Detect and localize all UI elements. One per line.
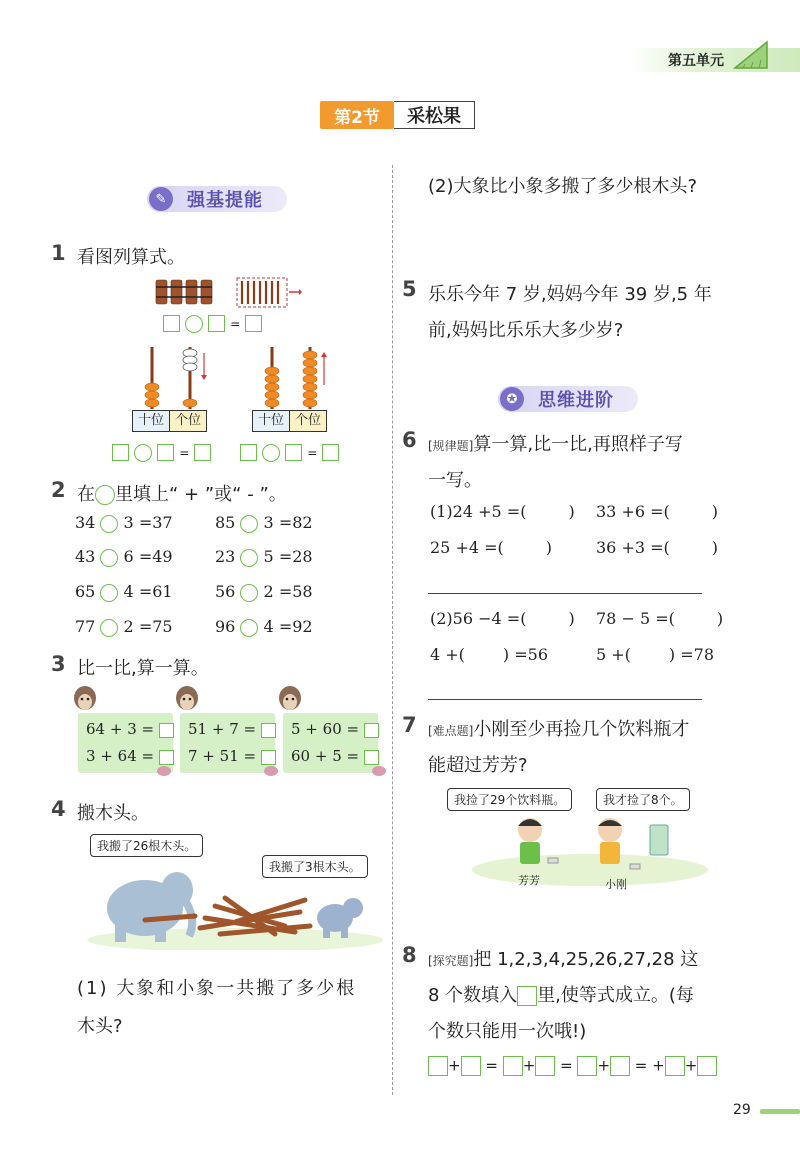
ruler-icon [733, 40, 769, 70]
banner-basic-text: 强基提能 [187, 190, 263, 211]
q8-line2 [428, 981, 694, 1007]
q5-line2: 前,妈妈比乐乐大多少岁? [428, 320, 624, 341]
q1-eq-row-3 [240, 442, 339, 462]
answer-box[interactable] [577, 1056, 597, 1076]
q7-line2: 能超过芳芳? [428, 755, 528, 776]
operand: 77 [75, 617, 96, 636]
expression: 33 +6 =( [596, 502, 670, 521]
q5-line1: 乐乐今年 7 岁,妈妈今年 39 岁,5 年 [428, 284, 712, 305]
operator-circle[interactable] [100, 619, 118, 637]
pinecone-icon [370, 764, 388, 778]
equals-sign: = [307, 446, 318, 460]
answer-box[interactable] [157, 444, 174, 461]
unit-label: 第五单元 [668, 53, 724, 69]
q3-card-3 [283, 713, 378, 773]
paren-close: ) [716, 609, 724, 628]
q2-row-3-right [215, 582, 313, 602]
q3-card-row [291, 747, 379, 765]
q5-number: 5 [402, 277, 417, 301]
place-ones-label: 个位 [290, 410, 327, 432]
operand: 85 [215, 513, 236, 532]
q2-text [77, 480, 287, 506]
paren-close: ) [568, 502, 575, 521]
operator-circle[interactable] [240, 619, 258, 637]
operand: 23 [215, 547, 236, 566]
q6-p2a [430, 609, 575, 628]
q2-row-2-left [75, 547, 173, 567]
q4-sub2: (2)大象比小象多搬了多少根木头? [428, 176, 698, 197]
answer-box[interactable] [163, 315, 180, 332]
q7-line1 [428, 715, 689, 741]
answer-box[interactable] [208, 315, 225, 332]
q7-line1-text: 小刚至少再捡几个饮料瓶才 [473, 719, 690, 740]
place-table-left [132, 410, 207, 432]
section-title-box [394, 101, 475, 129]
q3-card-row [86, 720, 174, 738]
q6-line1-text: 算一算,比一比,再照样子写 [473, 434, 683, 455]
expression: 4 +( [430, 645, 465, 664]
operator-circle[interactable] [185, 315, 203, 333]
place-ones-label: 个位 [170, 410, 207, 432]
answer-box[interactable] [245, 315, 262, 332]
q8-line1 [428, 945, 698, 971]
answer-box[interactable] [112, 444, 129, 461]
operand-result: 3 =82 [263, 513, 313, 532]
operand: 43 [75, 547, 96, 566]
operand-result: 5 =28 [263, 547, 313, 566]
q7-number: 7 [402, 713, 417, 737]
expression: 25 +4 =( [430, 538, 504, 557]
q8-equation [428, 1056, 717, 1076]
q1-text: 看图列算式。 [77, 247, 185, 268]
q7-bubble-right: 我才捡了8个。 [596, 788, 690, 811]
expression: 64 + 3 = [86, 720, 155, 738]
operator-circle[interactable] [100, 584, 118, 602]
q2-row-2-right [215, 547, 313, 567]
plus-sign: + [684, 1056, 698, 1075]
pinecone-icon [262, 764, 280, 778]
plus-sign: + [652, 1056, 665, 1075]
q7-name-left: 芳芳 [518, 874, 540, 887]
q2-row-1-left [75, 513, 173, 533]
expression: 5 +( [596, 645, 631, 664]
answer-box[interactable] [428, 1056, 448, 1076]
q8-number: 8 [402, 943, 417, 967]
q4-sub1-line1: (1) 大象和小象一共搬了多少根 [77, 978, 357, 999]
q8-line1-text: 把 1,2,3,4,25,26,27,28 这 [473, 949, 699, 970]
squirrel-icon [70, 684, 100, 718]
expression: (2)56 −4 =( [430, 609, 527, 628]
operand-result: 4 =61 [123, 582, 173, 601]
answer-box[interactable] [261, 750, 276, 765]
q4-sub1-line2: 木头? [77, 1016, 123, 1037]
q2-row-1-right [215, 513, 313, 533]
equals-sign: = [634, 1056, 648, 1075]
q3-card-2 [180, 713, 275, 773]
section-badge [320, 101, 394, 129]
operand: 34 [75, 513, 96, 532]
q3-card-row [188, 747, 276, 765]
expression: 60 + 5 = [291, 747, 360, 765]
q6-p2b [596, 609, 723, 628]
paren-close: ) [568, 609, 575, 628]
q8-line3: 个数只能用一次哦!) [428, 1021, 587, 1042]
q6-p1d [596, 538, 718, 557]
pencil-icon: ✎ [149, 187, 173, 211]
q4-bubble-small: 我搬了3根木头。 [262, 855, 368, 878]
expression: 5 + 60 = [291, 720, 360, 738]
q2-number: 2 [51, 478, 66, 502]
operand-result: 2 =58 [263, 582, 313, 601]
operand-result: 3 =37 [123, 513, 173, 532]
q6-line2: 一写。 [428, 470, 482, 491]
plus-sign: + [522, 1056, 536, 1075]
place-tens-label: 十位 [132, 410, 170, 432]
q1-eq-row-1 [163, 313, 262, 333]
banner-advanced [498, 386, 638, 412]
q2-row-4-right [215, 617, 313, 637]
q7-tag: [难点题] [428, 724, 474, 738]
banner-basic [147, 186, 287, 212]
answer-box[interactable] [159, 723, 174, 738]
operand-result: 4 =92 [263, 617, 313, 636]
banner-advanced-text: 思维进阶 [538, 390, 614, 411]
section-badge-text: 第2节 [334, 107, 380, 128]
q6-p2d [596, 645, 714, 664]
q6-p1b [596, 502, 718, 521]
operand-result: 6 =49 [123, 547, 173, 566]
answer-box[interactable] [610, 1056, 630, 1076]
expression: 78 − 5 =( [596, 609, 675, 628]
q3-text: 比一比,算一算。 [77, 658, 209, 679]
answer-box[interactable] [364, 750, 379, 765]
place-table-right [252, 410, 327, 432]
equals-sign: = [230, 317, 241, 331]
operator-circle[interactable] [100, 515, 118, 533]
expression: 7 + 51 = [188, 747, 257, 765]
operand: 96 [215, 617, 236, 636]
q7-bubble-left: 我捡了29个饮料瓶。 [447, 788, 572, 811]
expression: 3 + 64 = [86, 747, 155, 765]
operand: 56 [215, 582, 236, 601]
q8-line2-pre: 8 个数填入 [428, 985, 518, 1006]
kids-bottles-image [470, 800, 710, 890]
operand: 65 [75, 582, 96, 601]
answer-box[interactable] [322, 444, 339, 461]
q6-tag: [规律题] [428, 439, 474, 453]
equals-sign: = [485, 1056, 498, 1075]
q8-tag: [探究题] [428, 954, 474, 968]
operator-circle[interactable] [100, 549, 118, 567]
abacus-left [130, 345, 210, 410]
footer-bar [760, 1109, 800, 1114]
section-title: 采松果 [407, 106, 461, 127]
abacus-right [250, 345, 330, 410]
paren-close: ) [545, 538, 553, 557]
q3-number: 3 [51, 652, 66, 676]
medal-icon: ✪ [500, 387, 524, 411]
operator-circle[interactable] [240, 549, 258, 567]
q2-text-post: 里填上“ + ”或“ - ”。 [115, 484, 287, 505]
q6-p2c [430, 645, 548, 664]
squirrel-icon [172, 684, 202, 718]
paren-close: ) [711, 502, 719, 521]
plus-sign: + [597, 1056, 611, 1075]
operator-circle[interactable] [262, 444, 280, 462]
q6-p1c [430, 538, 552, 557]
plus-sign: + [448, 1056, 461, 1075]
operator-circle[interactable] [240, 584, 258, 602]
q3-card-row [86, 747, 174, 765]
q3-card-row [291, 720, 379, 738]
expression: 36 +3 =( [596, 538, 670, 557]
q4-text: 搬木头。 [77, 803, 149, 824]
paren-close: ) [711, 538, 719, 557]
place-tens-label: 十位 [252, 410, 290, 432]
page-number: 29 [733, 1102, 751, 1118]
q6-p1a [430, 502, 575, 521]
q1-number: 1 [51, 241, 66, 265]
sticks-bundles-image [152, 276, 302, 310]
pinecone-icon [155, 764, 173, 778]
answer-box[interactable] [461, 1056, 481, 1076]
q6-line1 [428, 430, 683, 456]
q2-text-pre: 在 [77, 484, 95, 505]
column-divider [392, 165, 394, 1095]
operator-circle[interactable] [240, 515, 258, 533]
q7-name-right: 小刚 [605, 878, 627, 891]
answer-box[interactable] [665, 1056, 685, 1076]
q6-number: 6 [402, 428, 417, 452]
operand-result: 2 =75 [123, 617, 173, 636]
equals-sign: = [179, 446, 190, 460]
q2-row-3-left [75, 582, 173, 602]
operator-circle[interactable] [134, 444, 152, 462]
answer-box[interactable] [261, 723, 276, 738]
q8-line2-post: 里,使等式成立。(每 [537, 985, 694, 1006]
expression-end: ) =78 [668, 645, 715, 664]
equals-sign: = [560, 1056, 573, 1075]
q4-number: 4 [51, 797, 66, 821]
answer-box[interactable] [697, 1056, 717, 1076]
answer-line [428, 699, 702, 700]
answer-box[interactable] [285, 444, 302, 461]
q1-eq-row-2 [112, 442, 211, 462]
answer-box[interactable] [240, 444, 257, 461]
expression: 51 + 7 = [188, 720, 257, 738]
q2-row-4-left [75, 617, 173, 637]
answer-box[interactable] [364, 723, 379, 738]
box-sample [517, 986, 537, 1006]
squirrel-icon [275, 684, 305, 718]
q3-card-row [188, 720, 276, 738]
answer-box[interactable] [503, 1056, 523, 1076]
q4-bubble-big: 我搬了26根木头。 [90, 834, 203, 857]
answer-box[interactable] [194, 444, 211, 461]
operator-circle-sample [95, 485, 115, 505]
answer-line [428, 593, 702, 594]
expression: (1)24 +5 =( [430, 502, 527, 521]
answer-box[interactable] [535, 1056, 555, 1076]
answer-box[interactable] [159, 750, 174, 765]
expression-end: ) =56 [502, 645, 549, 664]
